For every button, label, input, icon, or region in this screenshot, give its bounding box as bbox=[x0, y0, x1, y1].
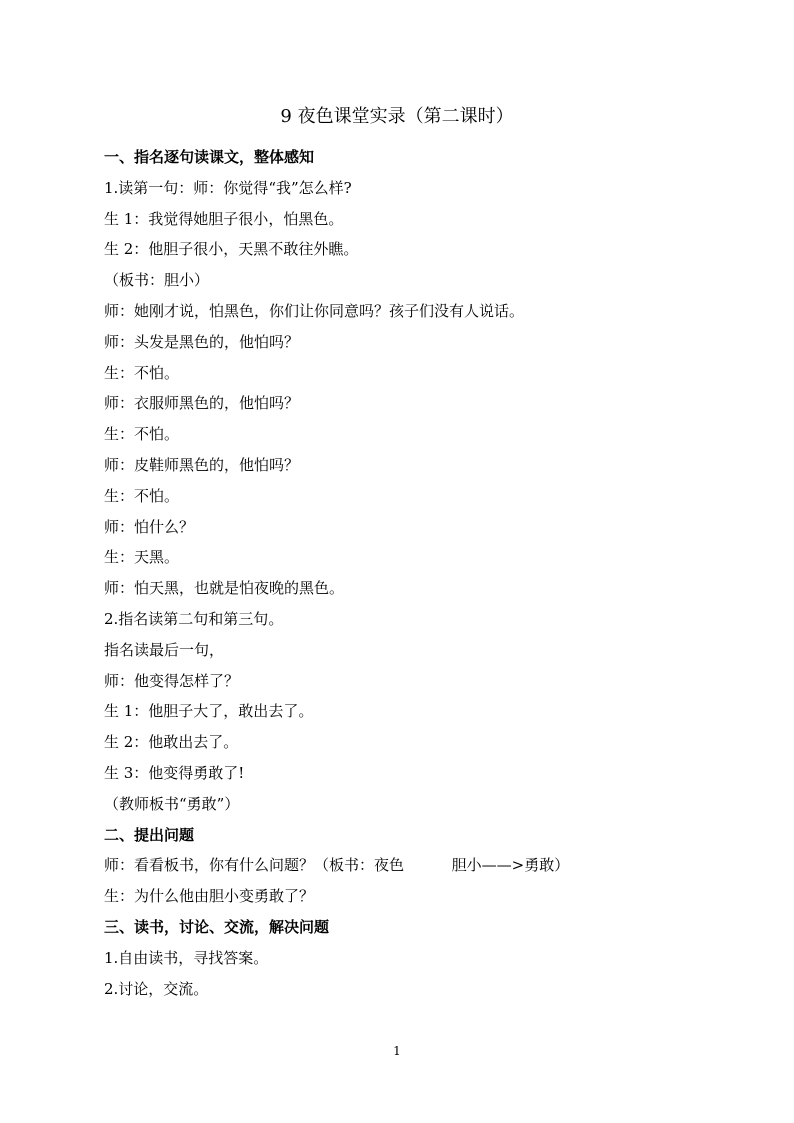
body-line: 师：皮鞋师黑色的，他怕吗？ bbox=[104, 455, 300, 474]
section-heading: 一、指名逐句读课文，整体感知 bbox=[104, 148, 315, 166]
body-line: 师：怕天黑，也就是怕夜晚的黑色。 bbox=[104, 579, 345, 598]
body-line: （板书：胆小） bbox=[104, 271, 210, 290]
body-line: 师：她刚才说，怕黑色，你们让你同意吗？孩子们没有人说话。 bbox=[104, 301, 525, 320]
body-line: 生：为什么他由胆小变勇敢了？ bbox=[104, 887, 315, 906]
body-line: 师：头发是黑色的，他怕吗？ bbox=[104, 332, 300, 351]
document-title: 9 夜色课堂实录（第二课时） bbox=[280, 106, 514, 127]
body-line: 指名读最后一句， bbox=[104, 640, 225, 659]
body-line: 师：他变得怎样了？ bbox=[104, 671, 240, 690]
body-line: 1.自由读书，寻找答案。 bbox=[104, 948, 269, 967]
body-line: 生：不怕。 bbox=[104, 486, 180, 505]
body-line: 生 3：他变得勇敢了! bbox=[104, 763, 245, 782]
body-line: 生 2：他胆子很小，天黑不敢往外瞧。 bbox=[104, 240, 359, 259]
body-line: 生：不怕。 bbox=[104, 363, 180, 382]
body-line: 师：怕什么？ bbox=[104, 517, 195, 536]
body-line: 生：不怕。 bbox=[104, 425, 180, 444]
body-line: 生：天黑。 bbox=[104, 548, 180, 567]
section-heading: 二、提出问题 bbox=[104, 825, 195, 844]
body-line: 师：衣服师黑色的，他怕吗？ bbox=[104, 394, 300, 413]
body-line: 生 1：他胆子大了，敢出去了。 bbox=[104, 702, 314, 721]
body-line: （教师板书“勇敢”） bbox=[104, 794, 240, 813]
section-heading: 三、读书，讨论、交流，解决问题 bbox=[104, 917, 330, 936]
body-line: 2.指名读第二句和第三句。 bbox=[104, 609, 284, 628]
body-line: 生 1：我觉得她胆子很小，怕黑色。 bbox=[104, 209, 344, 228]
body-line: 1.读第一句：师：你觉得“我”怎么样? bbox=[104, 178, 352, 197]
page-number: 1 bbox=[393, 1044, 401, 1058]
body-line: 2.讨论，交流。 bbox=[104, 979, 209, 998]
document-body bbox=[104, 142, 704, 1004]
body-line: 生 2：他敢出去了。 bbox=[104, 733, 239, 752]
body-line: 师：看看板书，你有什么问题？（板书：夜色 胆小——>勇敢） bbox=[104, 856, 570, 875]
